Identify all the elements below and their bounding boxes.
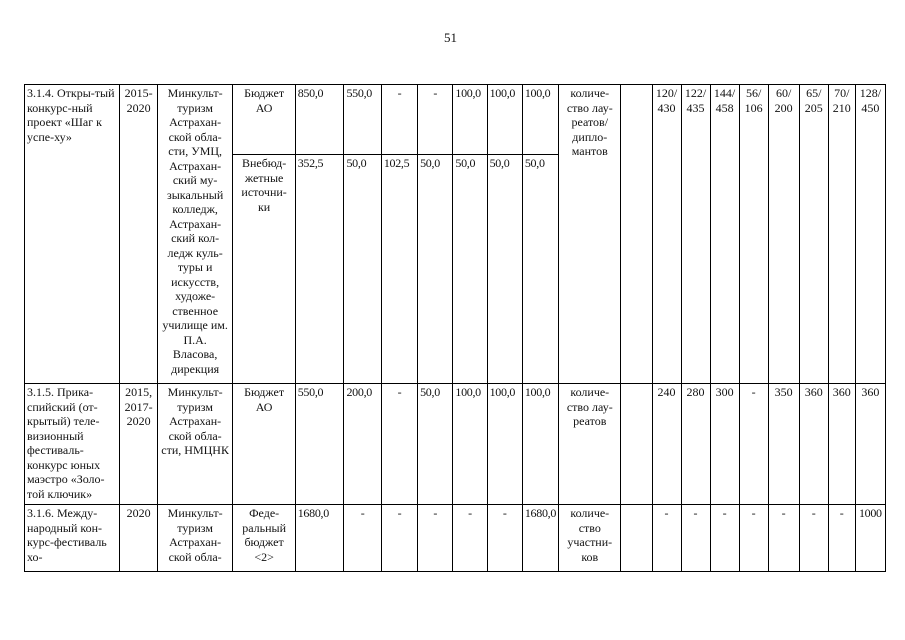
- funding-total: 550,0: [295, 384, 344, 505]
- funding-2015: 200,0: [344, 384, 381, 505]
- target-value: 128/ 450: [855, 85, 885, 384]
- activity-years: 2015-2020: [120, 85, 157, 384]
- funding-2016: -: [381, 85, 417, 155]
- table-row: [25, 85, 886, 155]
- funding-2017: 50,0: [418, 384, 453, 505]
- target-value: -: [710, 505, 739, 572]
- funding-2017: 50,0: [418, 155, 453, 384]
- indicator-base: [621, 384, 652, 505]
- indicator-name: количе-ство лау-реатов/ дипло-мантов: [559, 85, 621, 384]
- funding-2020: 1680,0: [522, 505, 558, 572]
- activity-name: 3.1.5. Прика-спийский (от-крытый) теле-визионный фестиваль-конкурс юных маэстро «Золо-той ключик»: [25, 384, 120, 505]
- program-activities-table: [24, 84, 886, 572]
- funding-2016: 102,5: [381, 155, 417, 384]
- funding-2020: 100,0: [522, 384, 558, 505]
- funding-2019: -: [487, 505, 522, 572]
- funding-total: 1680,0: [295, 505, 344, 572]
- target-value: 240: [652, 384, 681, 505]
- indicator-base: [621, 505, 652, 572]
- funding-2018: 50,0: [453, 155, 487, 384]
- funding-source: Бюджет АО: [233, 384, 295, 505]
- indicator-name: количе-ство лау-реатов: [559, 384, 621, 505]
- funding-2020: 100,0: [522, 85, 558, 155]
- activity-name: 3.1.6. Между-народный кон-курс-фестиваль хо-: [25, 505, 120, 572]
- activity-years: 2015, 2017-2020: [120, 384, 157, 505]
- activity-executors: Минкульт-туризм Астрахан-ской обла-: [157, 505, 233, 572]
- funding-2019: 50,0: [487, 155, 522, 384]
- funding-2018: -: [453, 505, 487, 572]
- funding-2019: 100,0: [487, 384, 522, 505]
- funding-2019: 100,0: [487, 85, 522, 155]
- target-value: -: [652, 505, 681, 572]
- target-value: -: [681, 505, 710, 572]
- activity-name: 3.1.4. Откры-тый конкурс-ный проект «Шаг к успе-ху»: [25, 85, 120, 384]
- indicator-name: количе-ство участни-ков: [559, 505, 621, 572]
- target-value: 56/ 106: [739, 85, 768, 384]
- activity-years: 2020: [120, 505, 157, 572]
- target-value: 300: [710, 384, 739, 505]
- target-value: 360: [799, 384, 828, 505]
- funding-source: Внебюд-жетные источни-ки: [233, 155, 295, 384]
- target-value: -: [739, 505, 768, 572]
- target-value: 122/ 435: [681, 85, 710, 384]
- funding-total: 352,5: [295, 155, 344, 384]
- table-row: [25, 505, 886, 572]
- activity-executors: Минкульт-туризм Астрахан-ской обла-сти, НМЦНК: [157, 384, 233, 505]
- indicator-base: [621, 85, 652, 384]
- target-value: 60/ 200: [768, 85, 799, 384]
- target-value: 280: [681, 384, 710, 505]
- funding-2020: 50,0: [522, 155, 558, 384]
- target-value: -: [828, 505, 855, 572]
- funding-source: Бюджет АО: [233, 85, 295, 155]
- target-value: 1000: [855, 505, 885, 572]
- target-value: -: [768, 505, 799, 572]
- target-value: 65/ 205: [799, 85, 828, 384]
- table-row: [25, 384, 886, 505]
- target-value: 360: [828, 384, 855, 505]
- funding-source: Феде-ральный бюджет <2>: [233, 505, 295, 572]
- funding-2015: 50,0: [344, 155, 381, 384]
- target-value: -: [739, 384, 768, 505]
- target-value: 70/ 210: [828, 85, 855, 384]
- activity-executors: Минкульт-туризм Астрахан-ской обла-сти, УМЦ, Астрахан-ский му-зыкальный колледж, Астрахан-ский кол-ледж куль-туры и искусств, художе-ственное училище им. П.А. Власова, дирекция: [157, 85, 233, 384]
- page-number: 51: [444, 30, 457, 45]
- funding-2017: -: [418, 85, 453, 155]
- funding-2016: -: [381, 505, 417, 572]
- funding-2018: 100,0: [453, 384, 487, 505]
- target-value: 120/ 430: [652, 85, 681, 384]
- funding-2018: 100,0: [453, 85, 487, 155]
- funding-2015: -: [344, 505, 381, 572]
- target-value: 360: [855, 384, 885, 505]
- target-value: 144/ 458: [710, 85, 739, 384]
- target-value: -: [799, 505, 828, 572]
- funding-total: 850,0: [295, 85, 344, 155]
- target-value: 350: [768, 384, 799, 505]
- funding-2016: -: [381, 384, 417, 505]
- funding-2015: 550,0: [344, 85, 381, 155]
- funding-2017: -: [418, 505, 453, 572]
